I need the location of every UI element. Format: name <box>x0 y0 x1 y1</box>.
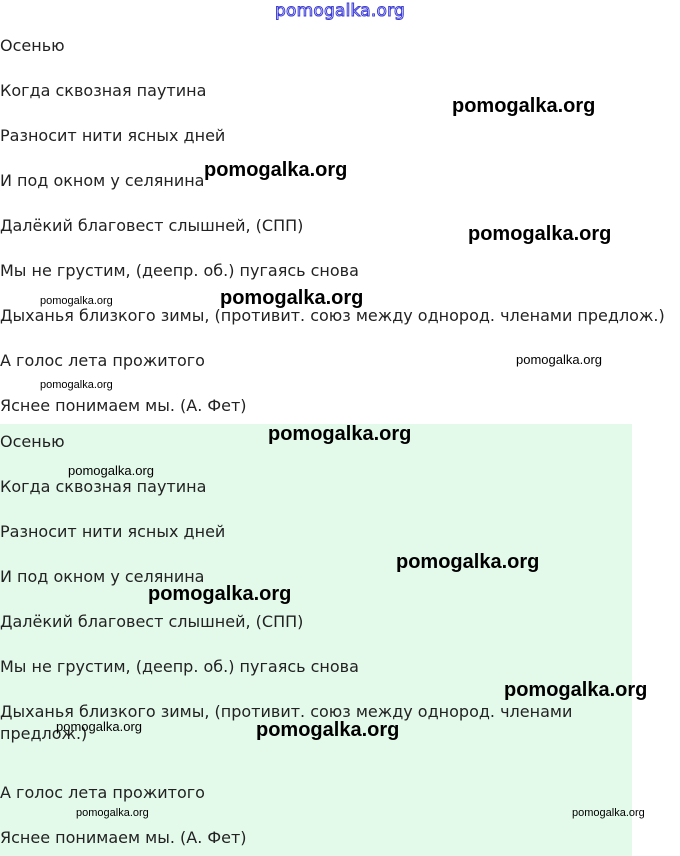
header-watermark: pomogalka.org <box>275 1 405 21</box>
poem-line: Яснее понимаем мы. (А. Фет) <box>0 396 247 415</box>
watermark-small: pomogalka.org <box>40 295 113 307</box>
poem-line-highlighted: Далёкий благовест слышней, (СПП) <box>0 612 304 631</box>
watermark-small: pomogalka.org <box>56 719 142 734</box>
poem-line: И под окном у селянина <box>0 171 205 190</box>
watermark-small: pomogalka.org <box>68 463 154 478</box>
watermark: pomogalka.org <box>468 223 612 245</box>
poem-line: Разносит нити ясных дней <box>0 126 226 145</box>
poem-line-highlighted: Мы не грустим, (деепр. об.) пугаясь снова <box>0 657 359 676</box>
watermark-small: pomogalka.org <box>76 807 149 819</box>
poem-line-highlighted: А голос лета прожитого <box>0 783 205 802</box>
poem-line-highlighted: Яснее понимаем мы. (А. Фет) <box>0 828 247 847</box>
poem-line: Дыханья близкого зимы, (противит. союз между однород. членами предлож.) <box>0 306 665 325</box>
poem-line: Мы не грустим, (деепр. об.) пугаясь снова <box>0 261 359 280</box>
watermark: pomogalka.org <box>452 95 596 117</box>
poem-line: Далёкий благовест слышней, (СПП) <box>0 216 304 235</box>
watermark: pomogalka.org <box>220 287 364 309</box>
watermark-small: pomogalka.org <box>40 379 113 391</box>
watermark: pomogalka.org <box>268 423 412 445</box>
poem-line: Когда сквозная паутина <box>0 81 207 100</box>
watermark: pomogalka.org <box>148 583 292 605</box>
poem-line: Осенью <box>0 36 65 55</box>
watermark: pomogalka.org <box>504 679 648 701</box>
poem-line-highlighted: И под окном у селянина <box>0 567 205 586</box>
watermark: pomogalka.org <box>396 551 540 573</box>
watermark-small: pomogalka.org <box>516 352 602 367</box>
watermark: pomogalka.org <box>256 719 400 741</box>
poem-line: А голос лета прожитого <box>0 351 205 370</box>
watermark: pomogalka.org <box>204 159 348 181</box>
poem-line-highlighted: Когда сквозная паутина <box>0 477 207 496</box>
poem-line-highlighted: Дыханья близкого зимы, (противит. союз между однород. членами предлож.) <box>0 702 573 743</box>
watermark-small: pomogalka.org <box>572 807 645 819</box>
poem-line-highlighted: Осенью <box>0 432 65 451</box>
poem-line-highlighted: Разносит нити ясных дней <box>0 522 226 541</box>
